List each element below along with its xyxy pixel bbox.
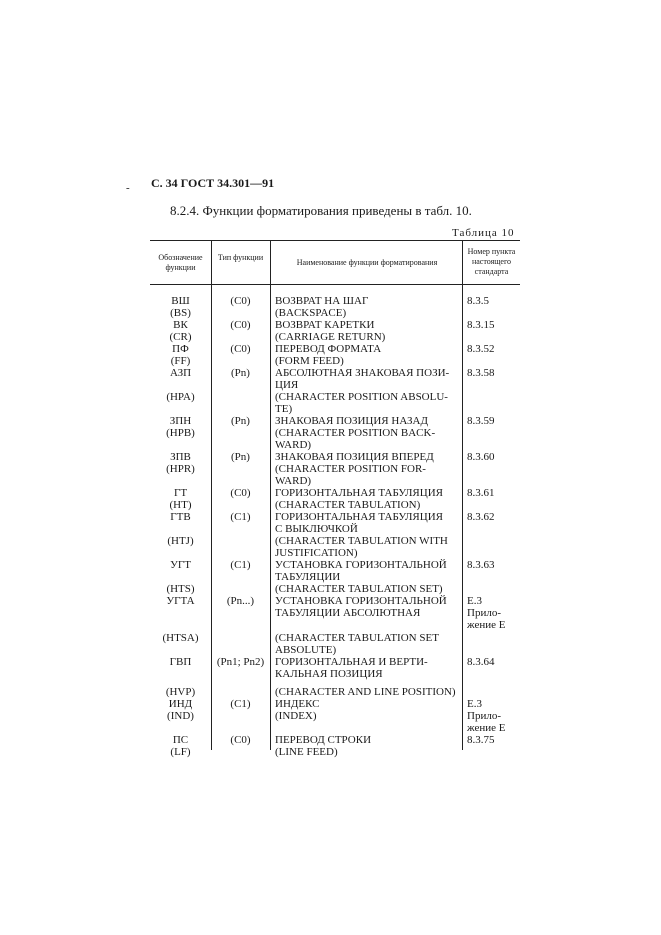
function-name: (FORM FEED): [275, 355, 344, 367]
clause-reference: Е.3 Прило- жение Е: [467, 595, 506, 631]
column-header-name: Наименование функции форматирования: [296, 258, 438, 267]
margin-mark: -: [126, 182, 130, 194]
function-name: ВОЗВРАТ КАРЕТКИ: [275, 319, 375, 331]
function-code: (LF): [170, 746, 191, 758]
function-code: ПС: [172, 734, 189, 746]
clause-reference: 8.3.5: [467, 295, 489, 307]
function-name: (CHARACTER TABULATION SET): [275, 583, 443, 595]
clause-reference: 8.3.58: [467, 367, 495, 379]
function-code: (HVP): [165, 686, 196, 698]
function-type: (С0): [230, 734, 251, 746]
column-header-ref: Номер пункта настоящего стандарта: [467, 247, 516, 276]
function-code: ПФ: [172, 343, 189, 355]
clause-reference: 8.3.59: [467, 415, 495, 427]
clause-reference: 8.3.62: [467, 511, 495, 523]
function-name: (CHARACTER TABULATION SET ABSOLUTE): [275, 632, 439, 656]
function-name: ПЕРЕВОД СТРОКИ: [275, 734, 372, 746]
clause-reference: Е.3 Прило- жение Е: [467, 698, 506, 734]
clause-reference: 8.3.15: [467, 319, 495, 331]
function-code: УГТА: [166, 595, 195, 607]
function-type: (С0): [230, 343, 251, 355]
function-code: (HPB): [166, 427, 195, 439]
function-name: УСТАНОВКА ГОРИЗОНТАЛЬНОЙ ТАБУЛЯЦИИ: [275, 559, 447, 583]
clause-reference: 8.3.75: [467, 734, 495, 746]
function-name: (CHARACTER POSITION ABSOLU- TE): [275, 391, 448, 415]
function-name: (CHARACTER TABULATION WITH JUSTIFICATION): [275, 535, 448, 559]
function-type: (Pn...): [226, 595, 255, 607]
column-header-code: Обозначение функции: [158, 253, 203, 272]
function-type: (С1): [230, 559, 251, 571]
function-name: (CHARACTER POSITION FOR- WARD): [275, 463, 426, 487]
function-code: (CR): [169, 331, 192, 343]
function-code: (FF): [170, 355, 191, 367]
function-code: (HTJ): [167, 535, 194, 547]
function-code: (HT): [169, 499, 192, 511]
function-name: (CHARACTER AND LINE POSITION): [275, 686, 456, 698]
function-name: ГОРИЗОНТАЛЬНАЯ И ВЕРТИ- КАЛЬНАЯ ПОЗИЦИЯ: [275, 656, 428, 680]
function-code: (HTS): [166, 583, 195, 595]
intro-paragraph: 8.2.4. Функции форматирования приведены в табл. 10.: [170, 203, 472, 218]
function-name: АБСОЛЮТНАЯ ЗНАКОВАЯ ПОЗИ- ЦИЯ: [275, 367, 450, 391]
column-header-type: Тип функции: [217, 253, 264, 262]
function-code: (HTSA): [162, 632, 199, 644]
function-code: ГТ: [173, 487, 188, 499]
function-name: УСТАНОВКА ГОРИЗОНТАЛЬНОЙ ТАБУЛЯЦИИ АБСОЛЮТНАЯ: [275, 595, 447, 619]
column-divider: [270, 240, 271, 750]
function-code: ВК: [173, 319, 188, 331]
clause-reference: 8.3.64: [467, 656, 495, 668]
function-name: (CARRIAGE RETURN): [275, 331, 386, 343]
table-top-rule: [150, 240, 520, 241]
clause-reference: 8.3.63: [467, 559, 495, 571]
function-code: (HPA): [166, 391, 195, 403]
table-header-rule: [150, 284, 520, 285]
function-type: (С0): [230, 319, 251, 331]
function-name: (BACKSPACE): [275, 307, 347, 319]
function-code: ЗПН: [169, 415, 192, 427]
function-name: (INDEX): [275, 710, 317, 722]
function-name: (CHARACTER POSITION BACK- WARD): [275, 427, 436, 451]
function-code: АЗП: [169, 367, 192, 379]
function-type: (Pn): [231, 367, 250, 379]
function-code: УГТ: [170, 559, 191, 571]
function-code: ВШ: [171, 295, 190, 307]
function-name: ИНДЕКС: [275, 698, 320, 710]
clause-reference: 8.3.60: [467, 451, 495, 463]
function-name: ГОРИЗОНТАЛЬНАЯ ТАБУЛЯЦИЯ С ВЫКЛЮЧКОЙ: [275, 511, 443, 535]
function-name: ГОРИЗОНТАЛЬНАЯ ТАБУЛЯЦИЯ: [275, 487, 443, 499]
function-type: (С0): [230, 295, 251, 307]
function-name: (CHARACTER TABULATION): [275, 499, 421, 511]
function-name: ВОЗВРАТ НА ШАГ: [275, 295, 369, 307]
function-name: ЗНАКОВАЯ ПОЗИЦИЯ НАЗАД: [275, 415, 428, 427]
function-code: ЗПВ: [170, 451, 191, 463]
table-label: Таблица 10: [452, 227, 515, 239]
function-type: (Pn1; Pn2): [216, 656, 265, 668]
function-name: (LINE FEED): [275, 746, 338, 758]
function-name: ПЕРЕВОД ФОРМАТА: [275, 343, 382, 355]
function-code: ИНД: [168, 698, 193, 710]
function-type: (С1): [230, 698, 251, 710]
function-type: (С1): [230, 511, 251, 523]
function-type: (С0): [230, 487, 251, 499]
function-code: (HPR): [166, 463, 195, 475]
function-code: (BS): [170, 307, 191, 319]
function-code: ГВП: [169, 656, 192, 668]
page-header: С. 34 ГОСТ 34.301—91: [151, 176, 275, 190]
function-name: ЗНАКОВАЯ ПОЗИЦИЯ ВПЕРЕД: [275, 451, 434, 463]
function-code: (IND): [167, 710, 194, 722]
function-code: ГТВ: [170, 511, 191, 523]
clause-reference: 8.3.52: [467, 343, 495, 355]
clause-reference: 8.3.61: [467, 487, 495, 499]
function-type: (Pn): [231, 451, 250, 463]
function-type: (Pn): [231, 415, 250, 427]
